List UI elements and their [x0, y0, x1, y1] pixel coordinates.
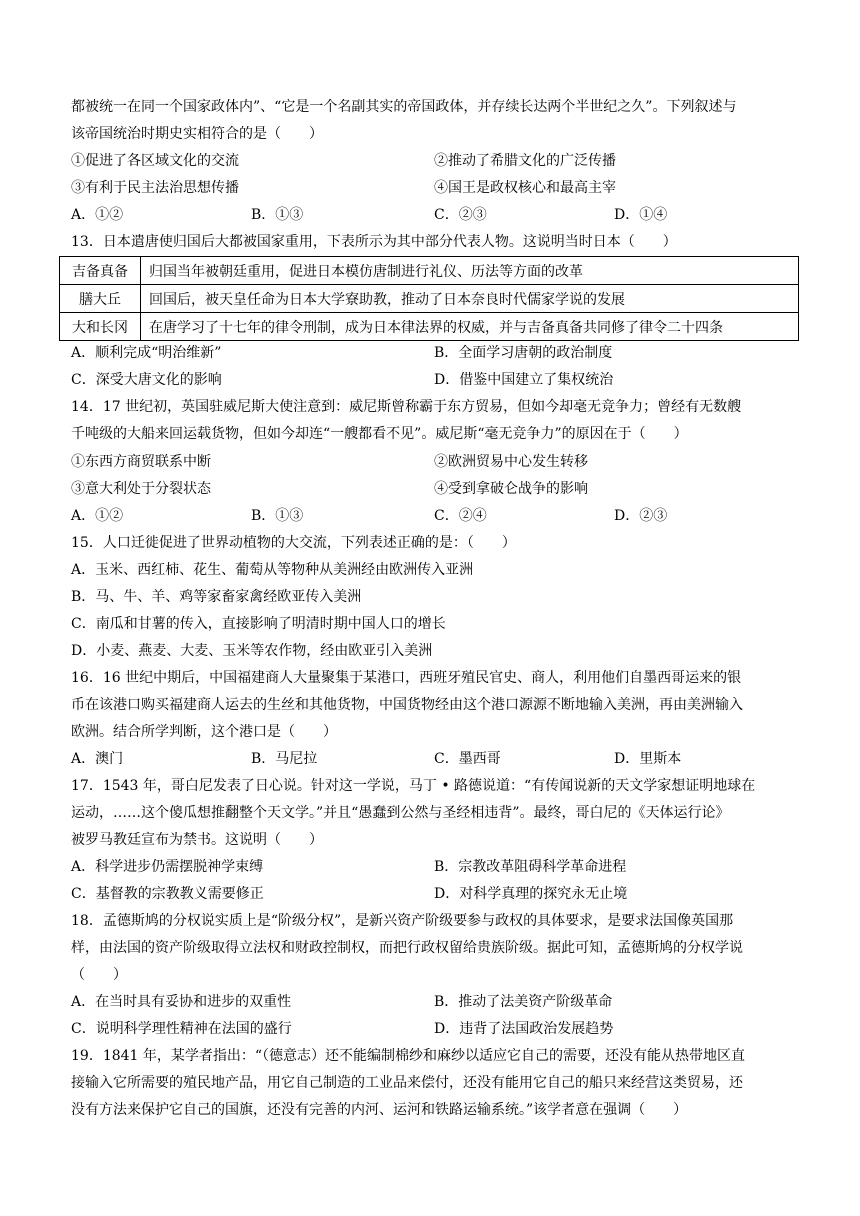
- table-cell-desc: 回国后，被天皇任命为日本大学寮助教，推动了日本奈良时代儒家学说的发展: [141, 285, 799, 313]
- q16-stem-line-1: 16．16 世纪中期后，中国福建商人大量聚集于某港口，西班牙殖民官史、商人，利用他们自墨西哥运来的银: [71, 670, 742, 686]
- q16-option-b[interactable]: B．马尼拉: [251, 751, 318, 767]
- q17-stem-line-1: 17．1543 年，哥白尼发表了日心说。针对这一学说，马丁 • 路德说道：“有传闻说新的天文学家想证明地球在: [71, 778, 756, 794]
- table-row: [60, 257, 799, 285]
- table-cell-name: 大和长冈: [60, 313, 141, 341]
- q16-stem-line-2: 币在该港口购买福建商人运去的生丝和其他货物，中国货物经由这个港口源源不断地输入美洲，再由美洲输入: [71, 697, 743, 713]
- q14-item-1: ①东西方商贸联系中断: [71, 454, 211, 470]
- q13-option-b[interactable]: B．全面学习唐朝的政治制度: [434, 345, 613, 361]
- q12-item-4: ④国王是政权核心和最高主宰: [434, 180, 616, 196]
- q13-table: [59, 256, 799, 341]
- q16-option-d[interactable]: D．里斯本: [614, 751, 682, 767]
- q13-option-a[interactable]: A．顺利完成“明治维新”: [71, 345, 222, 361]
- table-row: [60, 313, 799, 341]
- q19-stem-line-1: 19．1841 年，某学者指出：“（德意志）还不能编制棉纱和麻纱以适应它自己的需要，还没有能从热带地区直: [71, 1048, 746, 1064]
- q14-option-a[interactable]: A．①②: [71, 508, 124, 524]
- q14-option-b[interactable]: B．①③: [251, 508, 304, 524]
- q19-stem-line-2: 接输入它所需要的殖民地产品，用它自己制造的工业品来偿付，还没有能用它自己的船只来经营这类贸易，还: [71, 1075, 743, 1091]
- q12-option-c[interactable]: C．②③: [434, 207, 487, 223]
- q15-option-d[interactable]: D．小麦、燕麦、大麦、玉米等农作物，经由欧亚引入美洲: [71, 643, 433, 659]
- q17-stem-line-3: 被罗马教廷宣布为禁书。这说明（ ）: [71, 832, 323, 848]
- q13-stem: 13．日本遣唐使归国后大都被国家重用，下表所示为其中部分代表人物。这说明当时日本（ ）: [71, 234, 677, 250]
- q18-option-d[interactable]: D．违背了法国政治发展趋势: [434, 1021, 614, 1037]
- q18-option-c[interactable]: C．说明科学理性精神在法国的盛行: [71, 1021, 292, 1037]
- q12-stem-line-1: 都被统一在同一个国家政体内”、“它是一个名副其实的帝国政体，并存续长达两个半世纪之久”。下列叙述与: [71, 99, 737, 115]
- q17-option-d[interactable]: D．对科学真理的探究永无止境: [434, 886, 628, 902]
- table-cell-desc: 在唐学习了十七年的律令刑制，成为日本律法界的权威，并与吉备真备共同修了律令二十四条: [141, 313, 799, 341]
- q17-option-a[interactable]: A．科学进步仍需摆脱神学束缚: [71, 859, 264, 875]
- table-cell-name: 膳大丘: [60, 285, 141, 313]
- q15-stem: 15．人口迁徙促进了世界动植物的大交流，下列表述正确的是：（ ）: [71, 535, 516, 551]
- q16-stem-line-3: 欧洲。结合所学判断，这个港口是（ ）: [71, 724, 337, 740]
- q15-option-c[interactable]: C．南瓜和甘薯的传入，直接影响了明清时期中国人口的增长: [71, 616, 446, 632]
- table-cell-desc: 归国当年被朝廷重用，促进日本模仿唐制进行礼仪、历法等方面的改革: [141, 257, 799, 285]
- q16-option-c[interactable]: C．墨西哥: [434, 751, 501, 767]
- q15-option-a[interactable]: A．玉米、西红柿、花生、葡萄从等物种从美洲经由欧洲传入亚洲: [71, 562, 474, 578]
- q17-option-c[interactable]: C．基督教的宗教教义需要修正: [71, 886, 264, 902]
- q14-option-c[interactable]: C．②④: [434, 508, 487, 524]
- q12-item-2: ②推动了希腊文化的广泛传播: [434, 153, 616, 169]
- table-cell-name: 吉备真备: [60, 257, 141, 285]
- q19-stem-line-3: 没有方法来保护它自己的国旗，还没有完善的内河、运河和铁路运输系统。”该学者意在强调（ ）: [71, 1102, 688, 1118]
- q12-item-3: ③有利于民主法治思想传播: [71, 180, 239, 196]
- q12-item-1: ①促进了各区域文化的交流: [71, 153, 239, 169]
- q18-option-b[interactable]: B．推动了法美资产阶级革命: [434, 994, 613, 1010]
- q12-option-d[interactable]: D．①④: [614, 207, 668, 223]
- q14-stem-line-2: 千吨级的大船来回运载货物，但如今却连“一艘都看不见”。威尼斯“毫无竞争力”的原因在于（ ）: [71, 426, 688, 442]
- q17-stem-line-2: 运动，……这个傻瓜想推翻整个天文学。”并且“愚蠢到公然与圣经相违背”。最终，哥白尼的《天体运行论》: [71, 805, 730, 821]
- q16-option-a[interactable]: A．澳门: [71, 751, 124, 767]
- q14-item-2: ②欧洲贸易中心发生转移: [434, 454, 588, 470]
- q12-option-a[interactable]: A．①②: [71, 207, 124, 223]
- q14-item-3: ③意大利处于分裂状态: [71, 481, 211, 497]
- q13-option-d[interactable]: D．借鉴中国建立了集权统治: [434, 372, 614, 388]
- q14-item-4: ④受到拿破仑战争的影响: [434, 481, 588, 497]
- q14-option-d[interactable]: D．②③: [614, 508, 668, 524]
- q15-option-b[interactable]: B．马、牛、羊、鸡等家畜家禽经欧亚传入美洲: [71, 589, 362, 605]
- q18-stem-line-2: 样，由法国的资产阶级取得立法权和财政控制权，而把行政权留给贵族阶级。据此可知，孟德斯鸠的分权学说: [71, 940, 743, 956]
- q18-stem-line-3: （ ）: [71, 967, 127, 983]
- q12-stem-line-2: 该帝国统治时期史实相符合的是（ ）: [71, 126, 323, 142]
- table-row: [60, 285, 799, 313]
- q18-option-a[interactable]: A．在当时具有妥协和进步的双重性: [71, 994, 292, 1010]
- q13-option-c[interactable]: C．深受大唐文化的影响: [71, 372, 222, 388]
- q17-option-b[interactable]: B．宗教改革阻碍科学革命进程: [434, 859, 627, 875]
- q14-stem-line-1: 14．17 世纪初，英国驻威尼斯大使注意到：威尼斯曾称霸于东方贸易，但如今却毫无竞争力；曾经有无数艘: [71, 399, 742, 415]
- q18-stem-line-1: 18．孟德斯鸠的分权说实质上是“阶级分权”，是新兴资产阶级要参与政权的具体要求，是要求法国像英国那: [71, 913, 734, 929]
- q12-option-b[interactable]: B．①③: [251, 207, 304, 223]
